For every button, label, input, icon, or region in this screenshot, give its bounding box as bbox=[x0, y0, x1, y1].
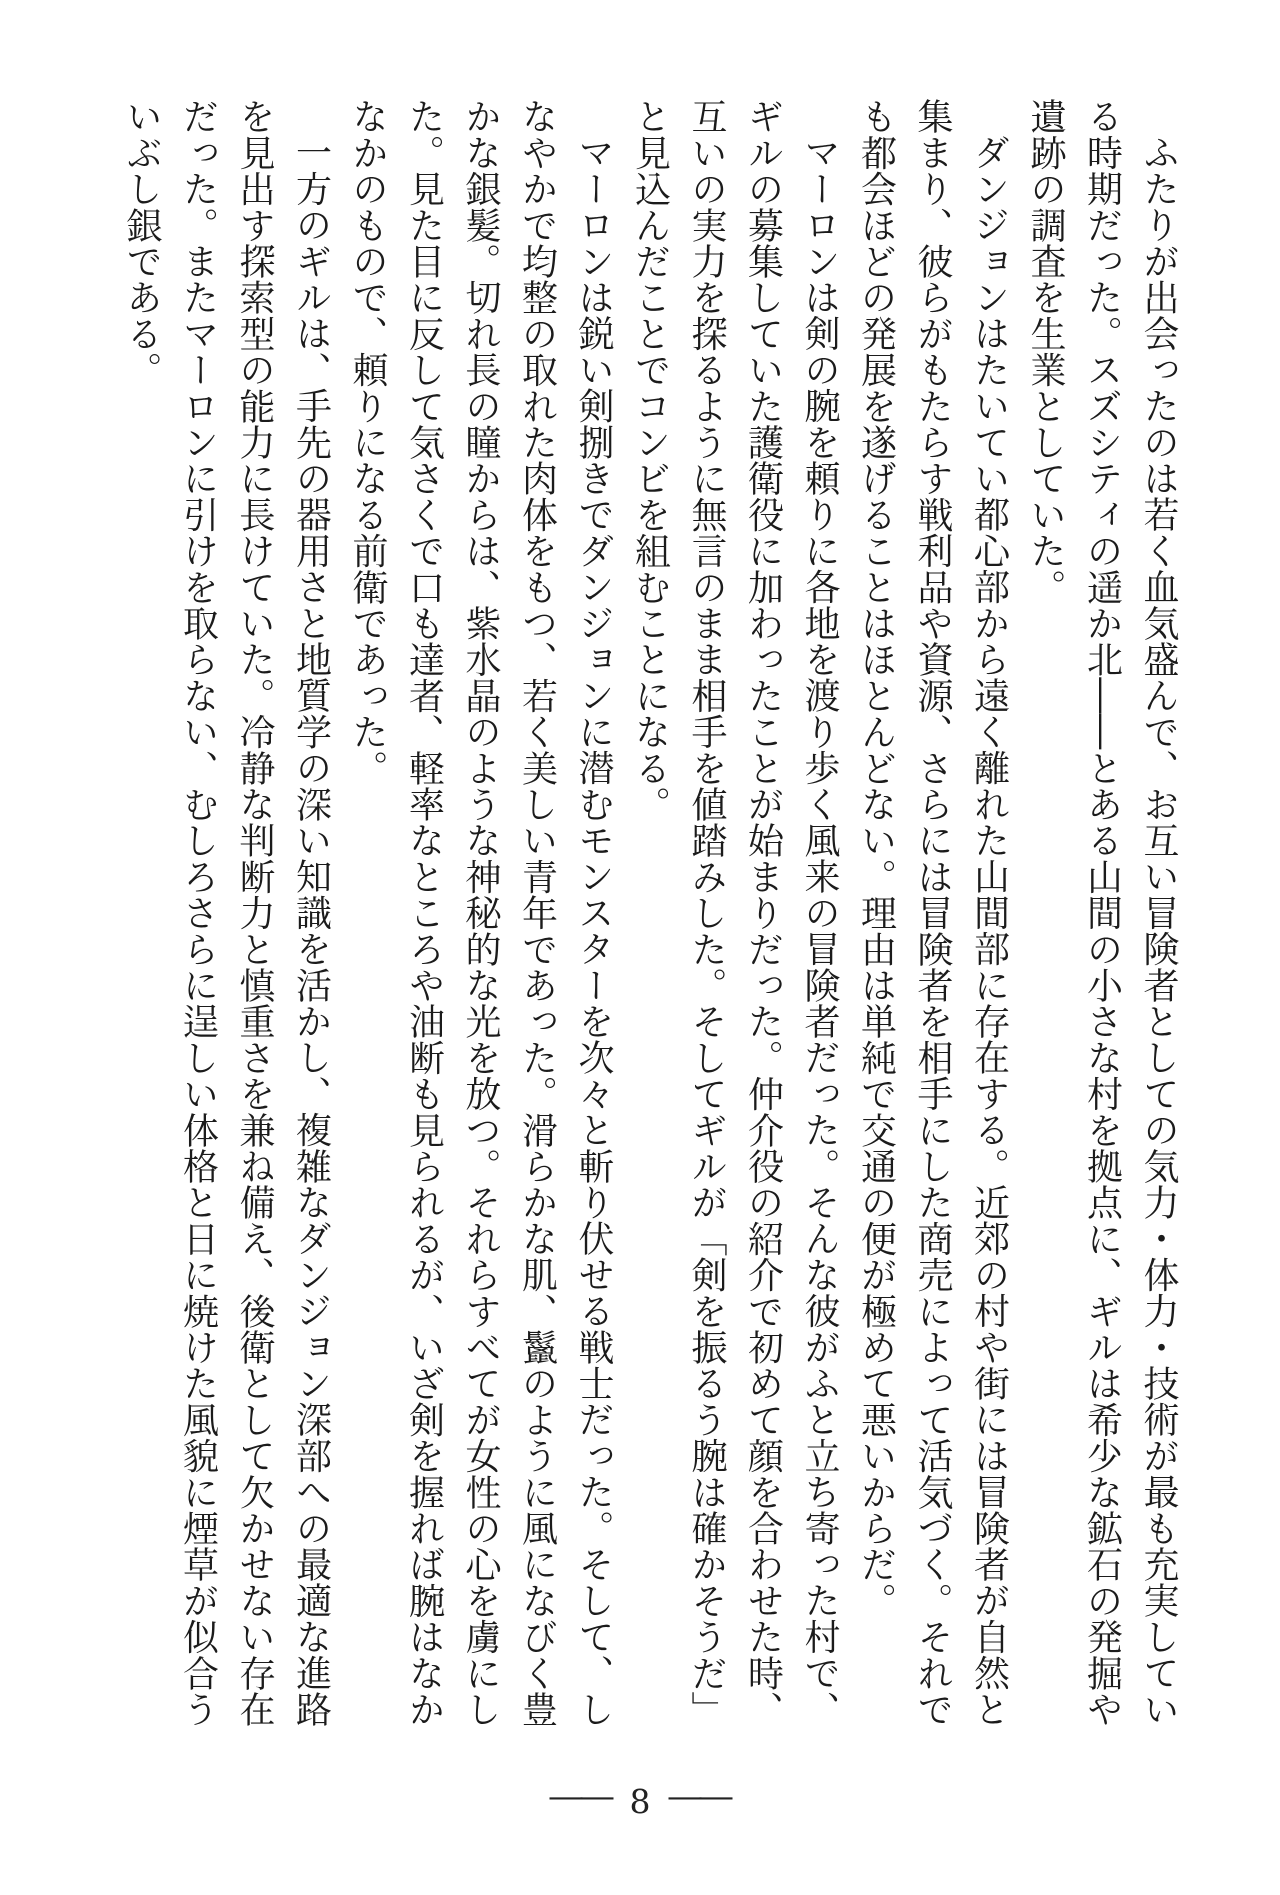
paragraph-5: 一方のギルは、手先の器用さと地質学の深い知識を活かし、複雑なダンジョン深部への最適な進路を見出す探索型の能力に長けていた。冷静な判断力と慎重さを兼ね備え、後衛として欠かせない存在だった。またマーロンに引けを取らない、むしろさらに逞しい体格と日に焼けた風貌に煙草が似合ういぶし銀である。 bbox=[121, 98, 332, 1727]
folio-dash-left: ―― bbox=[549, 1776, 612, 1815]
body-text bbox=[113, 98, 1187, 1728]
paragraph-2: ダンジョンはたいてい都心部から遠く離れた山間部に存在する。近郊の村や街には冒険者が自然と集まり、彼らがもたらす戦利品や資源、さらには冒険者を相手にした商売によって活気づく。それでも都会ほどの発展を遂げることはほとんどない。理由は単純で交通の便が極めて悪いからだ。 bbox=[855, 98, 1010, 1727]
paragraph-1: ふたりが出会ったのは若く血気盛んで、お互い冒険者としての気力・体力・技術が最も充実している時期だった。スズシティの遥か北――とある山間の小さな村を拠点に、ギルは希少な鉱石の発掘や遺跡の調査を生業としていた。 bbox=[1025, 98, 1179, 1727]
paragraph-3: マーロンは剣の腕を頼りに各地を渡り歩く風来の冒険者だった。そんな彼がふと立ち寄った村で、ギルの募集していた護衛役に加わったことが始まりだった。仲介役の紹介で初めて顔を合わせた時、互いの実力を探るように無言のまま相手を値踏みした。そしてギルが「剣を振るう腕は確かそうだ」と見込んだことでコンビを組むことになる。 bbox=[629, 98, 840, 1727]
paragraph-4: マーロンは鋭い剣捌きでダンジョンに潜むモンスターを次々と斬り伏せる戦士だった。そして、しなやかで均整の取れた肉体をもつ、若く美しい青年であった。滑らかな肌、鬣のように風になびく豊かな銀髪。切れ長の瞳からは、紫水晶のような神秘的な光を放つ。それらすべてが女性の心を虜にした。見た目に反して気さくで口も達者、軽率なところや油断も見られるが、いざ剣を握れば腕はなかなかのもので、頼りになる前衛であった。 bbox=[347, 98, 614, 1727]
folio-number: 8 bbox=[629, 1782, 651, 1821]
page-number bbox=[0, 1776, 1280, 1821]
folio-dash-right: ―― bbox=[668, 1776, 731, 1815]
